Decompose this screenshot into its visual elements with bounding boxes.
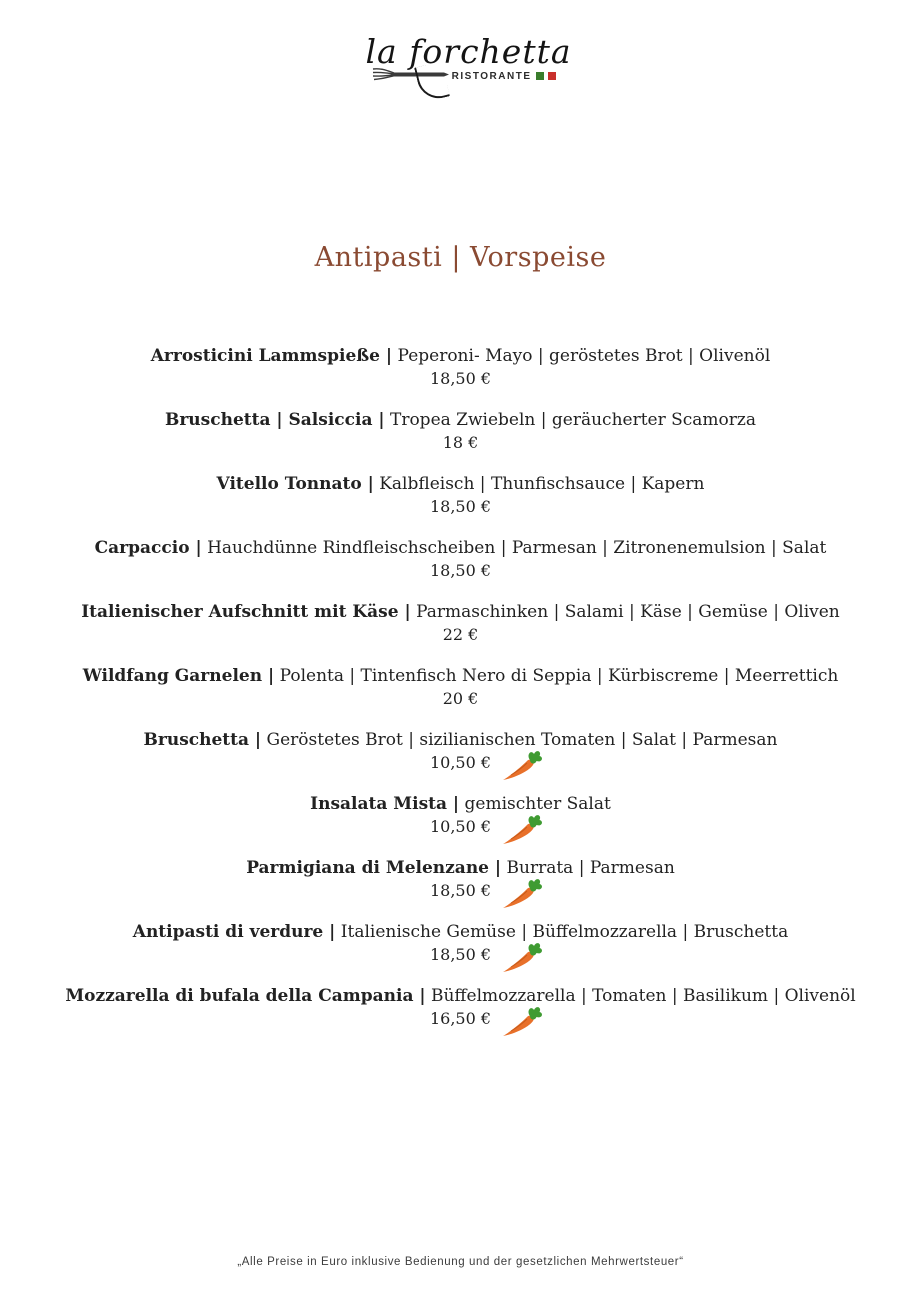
menu-item-price-line — [0, 944, 921, 965]
menu-item-description: Italienische Gemüse | Büffelmozzarella | Bruschetta — [340, 922, 789, 942]
menu-item-name: Vitello Tonnato | — [216, 474, 374, 494]
menu-item-line — [0, 474, 921, 495]
menu-item-price: 18,50 € — [429, 497, 492, 516]
menu-item-line — [0, 346, 921, 367]
menu-item-line — [0, 666, 921, 687]
carrot-icon — [501, 878, 543, 910]
menu-item-price: 18,50 € — [429, 369, 492, 388]
menu-item-price-line — [0, 880, 921, 901]
menu-item-price: 18,50 € — [429, 945, 492, 964]
menu-item-price: 16,50 € — [429, 1009, 492, 1028]
restaurant-logo — [0, 0, 921, 86]
menu-item-price-line — [0, 816, 921, 837]
menu-item-line — [0, 410, 921, 431]
menu-item — [0, 410, 921, 453]
menu-item-name: Bruschetta | — [143, 730, 262, 750]
menu-item-name: Mozzarella di bufala della Campania | — [65, 986, 426, 1006]
menu-item-description: Büffelmozzarella | Tomaten | Basilikum | Olivenöl — [430, 986, 856, 1006]
menu-list — [0, 346, 921, 1029]
menu-item — [0, 474, 921, 517]
menu-item-line — [0, 986, 921, 1007]
menu-item — [0, 666, 921, 709]
menu-item-price-line — [0, 432, 921, 453]
menu-item-name: Parmigiana di Melenzane | — [246, 858, 502, 878]
menu-item — [0, 922, 921, 965]
menu-item-description: Peperoni- Mayo | geröstetes Brot | Olivenöl — [397, 346, 771, 366]
section-title: Antipasti | Vorspeise — [314, 242, 607, 273]
menu-item-line — [0, 858, 921, 879]
carrot-icon — [501, 942, 543, 974]
menu-item-price-line — [0, 752, 921, 773]
logo-script-text: la forchetta — [365, 32, 572, 71]
menu-item-price-line — [0, 496, 921, 517]
menu-item — [0, 538, 921, 581]
menu-item-price: 18,50 € — [429, 881, 492, 900]
menu-item-name: Bruschetta | Salsiccia | — [164, 410, 385, 430]
menu-item-name: Insalata Mista | — [310, 794, 460, 814]
menu-item-price-line — [0, 560, 921, 581]
menu-item — [0, 794, 921, 837]
menu-item-line — [0, 538, 921, 559]
footer-note: „Alle Preise in Euro inklusive Bedienung und der gesetzlichen Mehrwertsteuer“ — [237, 1256, 684, 1268]
menu-item-name: Italienischer Aufschnitt mit Käse | — [81, 602, 411, 622]
menu-item-price-line — [0, 1008, 921, 1029]
logo-subtitle: RISTORANTE — [451, 70, 532, 82]
menu-item-price: 18,50 € — [429, 561, 492, 580]
flag-red-square — [548, 72, 556, 80]
carrot-icon — [501, 1006, 543, 1038]
menu-item-name: Carpaccio | — [94, 538, 202, 558]
menu-item-description: gemischter Salat — [464, 794, 611, 814]
menu-item — [0, 986, 921, 1029]
menu-item-price: 10,50 € — [429, 753, 492, 772]
menu-item-description: Tropea Zwiebeln | geräucherter Scamorza — [389, 410, 756, 430]
menu-item-price-line — [0, 688, 921, 709]
menu-item — [0, 730, 921, 773]
menu-item-line — [0, 794, 921, 815]
menu-item-price-line — [0, 624, 921, 645]
menu-item-price: 10,50 € — [429, 817, 492, 836]
menu-item-price-line — [0, 368, 921, 389]
menu-item — [0, 858, 921, 901]
menu-item-price: 22 € — [442, 625, 479, 644]
carrot-icon — [501, 814, 543, 846]
menu-item-name: Antipasti di verdure | — [132, 922, 336, 942]
menu-item — [0, 602, 921, 645]
carrot-icon — [501, 750, 543, 782]
menu-item-price: 18 € — [442, 433, 479, 452]
menu-item — [0, 346, 921, 389]
menu-item-description: Parmaschinken | Salami | Käse | Gemüse | Oliven — [416, 602, 840, 622]
menu-item-description: Burrata | Parmesan — [506, 858, 675, 878]
menu-item-name: Arrosticini Lammspieße | — [150, 346, 393, 366]
menu-item-description: Kalbfleisch | Thunfischsauce | Kapern — [379, 474, 705, 494]
menu-item-line — [0, 730, 921, 751]
menu-item-description: Hauchdünne Rindfleischscheiben | Parmesan | Zitronenemulsion | Salat — [207, 538, 827, 558]
menu-item-line — [0, 602, 921, 623]
flag-green-square — [536, 72, 544, 80]
menu-item-line — [0, 922, 921, 943]
menu-item-description: Geröstetes Brot | sizilianischen Tomaten | Salat | Parmesan — [266, 730, 778, 750]
menu-item-name: Wildfang Garnelen | — [82, 666, 275, 686]
menu-item-description: Polenta | Tintenfisch Nero di Seppia | Kürbiscreme | Meerrettich — [279, 666, 839, 686]
menu-item-price: 20 € — [442, 689, 479, 708]
